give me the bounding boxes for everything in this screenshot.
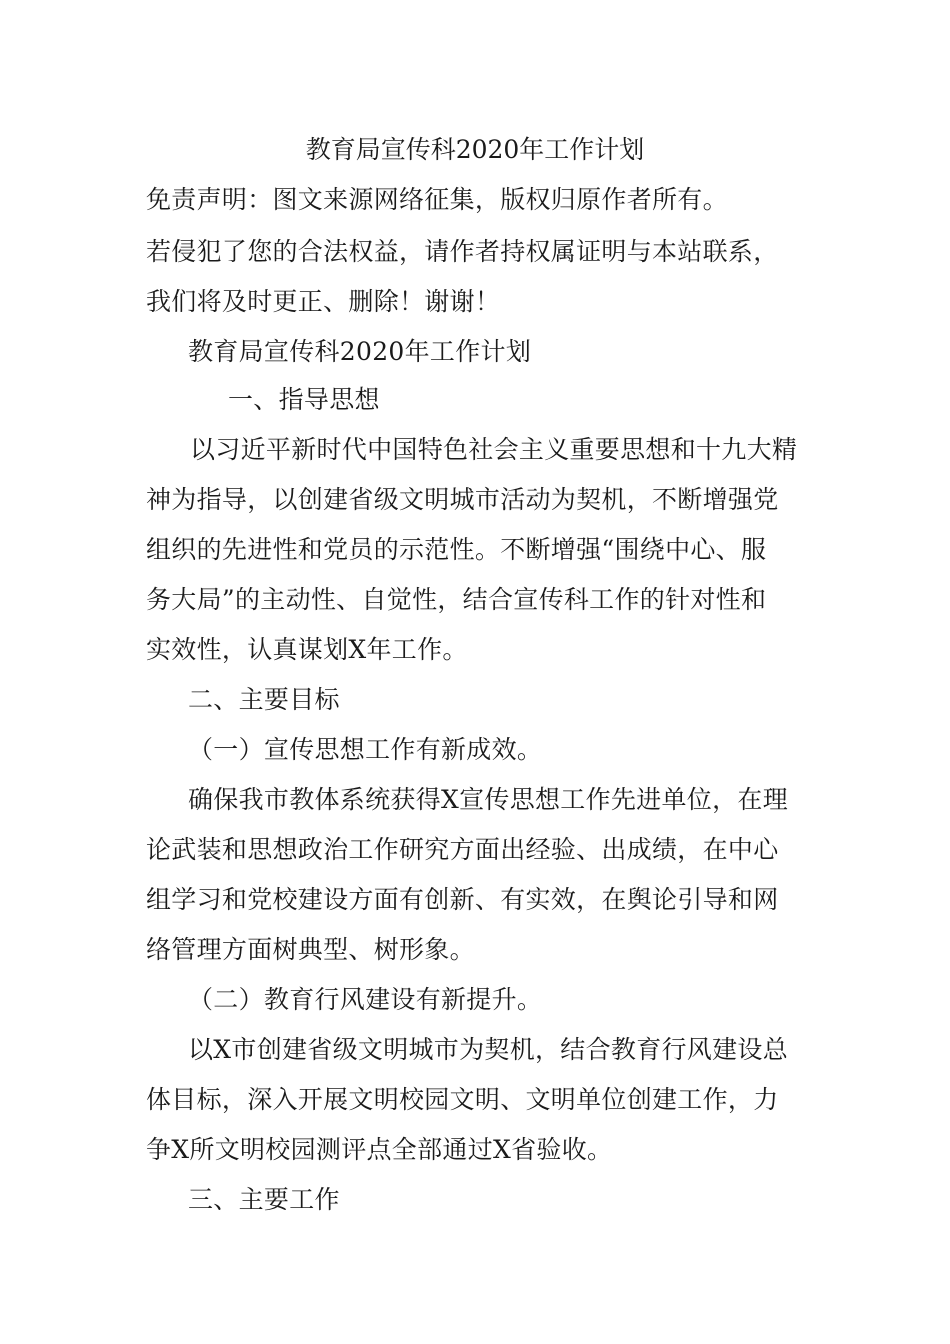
section2-sub1-heading: （一）宣传思想工作有新成效。 [188,735,543,764]
section2-sub2-line: 体目标，深入开展文明校园文明、文明单位创建工作，力 [146,1085,779,1114]
section1-paragraph-line: 务大局”的主动性、自觉性，结合宣传科工作的针对性和 [146,585,767,614]
section2-sub2-line: 争X所文明校园测评点全部通过X省验收。 [146,1135,613,1164]
section2-sub1-line: 论武装和思想政治工作研究方面出经验、出成绩，在中心 [146,835,779,864]
section2-sub2-line: 以X市创建省级文明城市为契机，结合教育行风建设总 [188,1035,788,1064]
section2-sub1-line: 确保我市教体系统获得X宣传思想工作先进单位，在理 [188,785,788,814]
disclaimer-line-1: 免责声明：图文来源网络征集，版权归原作者所有。 [146,185,728,214]
section1-heading: 一、指导思想 [228,385,380,414]
section2-sub2-heading: （二）教育行风建设有新提升。 [188,985,543,1014]
document-title: 教育局宣传科2020年工作计划 [305,135,645,164]
section1-paragraph-line: 神为指导，以创建省级文明城市活动为契机，不断增强党 [146,485,779,514]
section2-heading: 二、主要目标 [188,685,340,714]
section1-paragraph-line: 以习近平新时代中国特色社会主义重要思想和十九大精 [190,435,798,464]
section1-paragraph-line: 实效性，认真谋划X年工作。 [146,635,468,664]
section2-sub1-line: 组学习和党校建设方面有创新、有实效，在舆论引导和网 [146,885,779,914]
section3-heading: 三、主要工作 [188,1185,340,1214]
disclaimer-line-2: 若侵犯了您的合法权益，请作者持权属证明与本站联系， [146,237,779,266]
document-subtitle: 教育局宣传科2020年工作计划 [188,337,532,366]
section2-sub1-line: 络管理方面树典型、树形象。 [146,935,475,964]
section1-paragraph-line: 组织的先进性和党员的示范性。不断增强“围绕中心、服 [146,535,767,564]
disclaimer-line-3: 我们将及时更正、删除！谢谢！ [146,287,501,316]
